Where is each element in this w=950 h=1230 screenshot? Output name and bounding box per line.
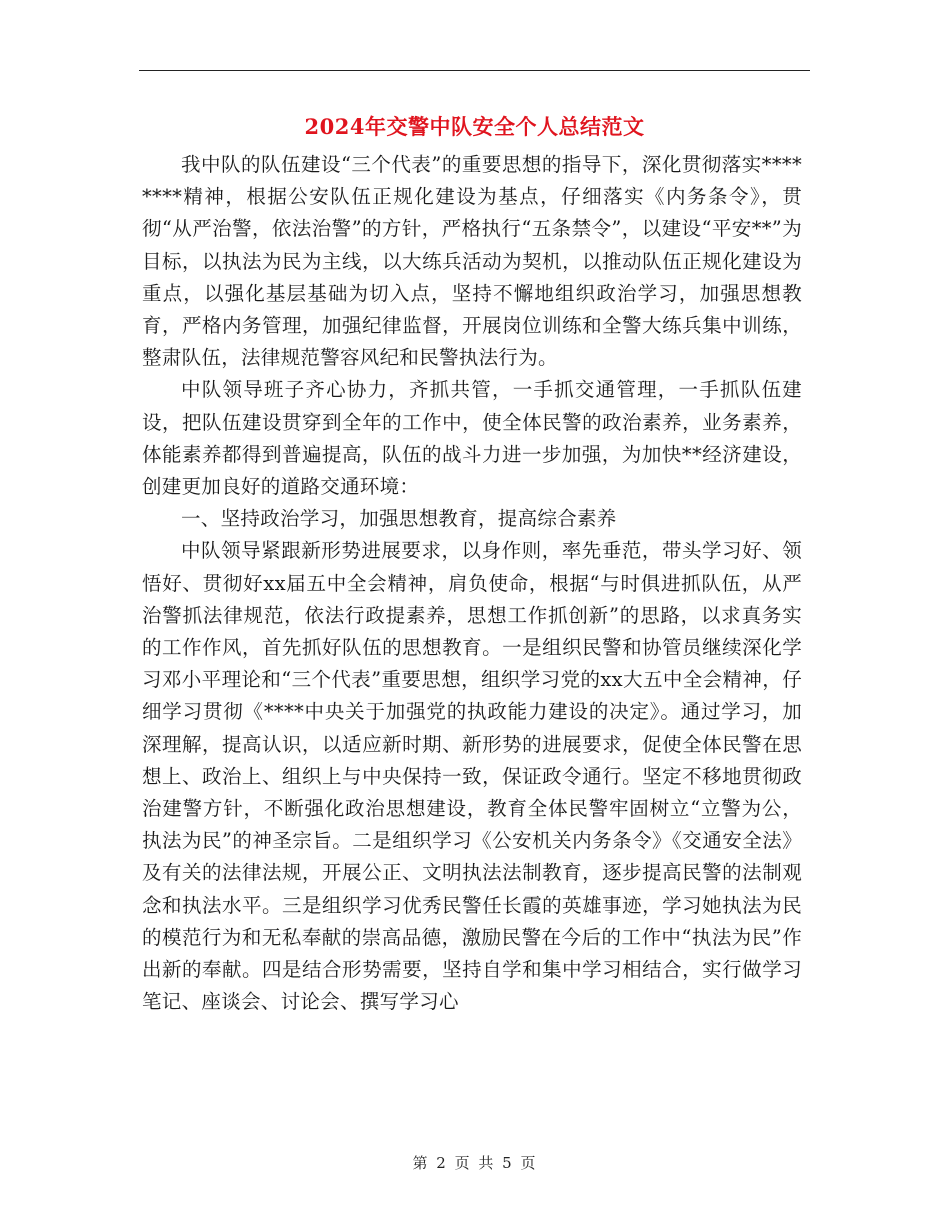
page-footer [0, 1153, 950, 1173]
paragraph-intro: 我中队的队伍建设“三个代表”的重要思想的指导下，深化贯彻落实********精神，根据公安队伍正规化建设为基点，仔细落实《内务条令》，贯彻“从严治警，依法治警”的方针，严格执行“五条禁令”，以建设“平安**”为目标，以执法为民为主线，以大练兵活动为契机，以推动队伍正规化建设为重点，以强化基层基础为切入点，坚持不懈地组织政治学习，加强思想教育，严格内务管理，加强纪律监督，开展岗位训练和全警大练兵集中训练，整肃队伍，法律规范警容风纪和民警执法行为。 [142, 153, 802, 370]
paragraph-political-study: 中队领导紧跟新形势进展要求，以身作则，率先垂范，带头学习好、领悟好、贯彻好xx届五中全会精神，肩负使命，根据“与时俱进抓队伍，从严治警抓法律规范，依法行政提素养，思想工作抓创新”的思路，以求真务实的工作作风，首先抓好队伍的思想教育。一是组织民警和协管员继续深化学习邓小平理论和“三个代表”重要思想，组织学习党的xx大五中全会精神，仔细学习贯彻《****中央关于加强党的执政能力建设的决定》。通过学习，加深理解，提高认识，以适应新时期、新形势的进展要求，促使全体民警在思想上、政治上、组织上与中央保持一致，保证政令通行。坚定不移地贯彻政治建警方针，不断强化政治思想建设，教育全体民警牢固树立“立警为公，执法为民”的神圣宗旨。二是组织学习《公安机关内务条令》《交通安全法》及有关的法律法规，开展公正、文明执法法制教育，逐步提高民警的法制观念和执法水平。三是组织学习优秀民警任长霞的英雄事迹，学习她执法为民的模范行为和无私奉献的崇高品德，激励民警在今后的工作中“执法为民”作出新的奉献。四是结合形势需要，坚持自学和集中学习相结合，实行做学习笔记、座谈会、讨论会、撰写学习心 [142, 539, 802, 1014]
document-title: 2024年交警中队安全个人总结范文 [304, 114, 645, 139]
document-body [142, 149, 802, 1018]
section-heading-1: 一、坚持政治学习，加强思想教育，提高综合素养 [181, 507, 617, 531]
paragraph-leadership: 中队领导班子齐心协力，齐抓共管，一手抓交通管理，一手抓队伍建设，把队伍建设贯穿到全年的工作中，使全体民警的政治素养，业务素养，体能素养都得到普遍提高，队伍的战斗力进一步加强，为加快**经济建设，创建更加良好的道路交通环境： [142, 378, 802, 499]
header-rule [139, 70, 810, 71]
page-number: 第 2 页 共 5 页 [412, 1154, 538, 1172]
